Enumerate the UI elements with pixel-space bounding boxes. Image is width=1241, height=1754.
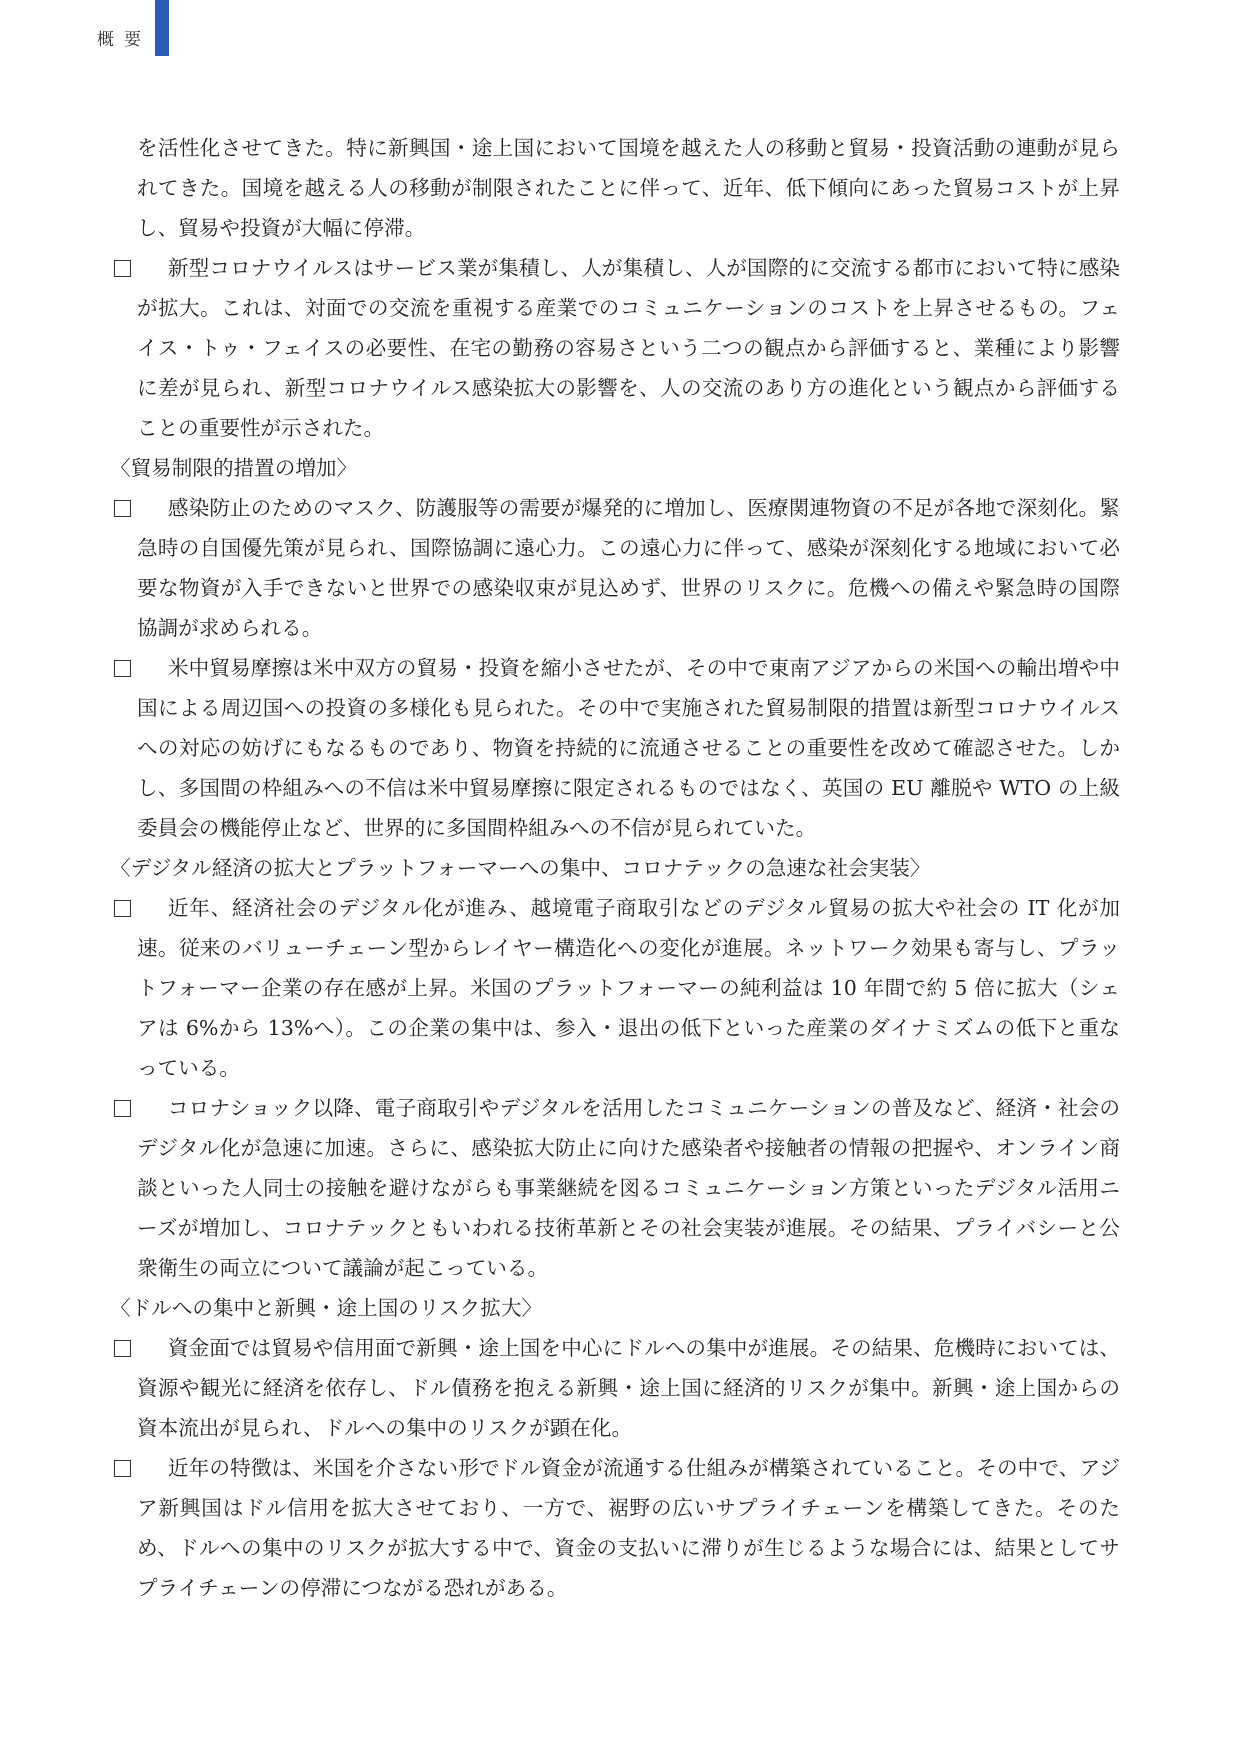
bullet-item-text: 近年の特徴は、米国を介さない形でドル資金が流通する仕組みが構築されていること。その中で、アジア新興国はドル信用を拡大させており、一方で、裾野の広いサプライチェーンを構築してきた。そのため、ドルへの集中のリスクが拡大する中で、資金の支払いに滞りが生じるような場合には、結果としてサプライチェーンの停滞につながる恐れがある。 bbox=[137, 1456, 1120, 1600]
section-header-label: 概要 bbox=[97, 30, 151, 50]
bullet-item-text: 米中貿易摩擦は米中双方の貿易・投資を縮小させたが、その中で東南アジアからの米国への輸出増や中国による周辺国への投資の多様化も見られた。その中で実施された貿易制限的措置は新型コロナウイルスへの対応の妨げにもなるものであり、物資を持続的に流通させることの重要性を改めて確認させた。しかし、多国間の枠組みへの不信は米中貿易摩擦に限定されるものではなく、英国の EU 離脱や WTO の上級委員会の機能停止など、世界的に多国間枠組みへの不信が見られていた。 bbox=[137, 656, 1120, 840]
checkbox-bullet-icon bbox=[114, 900, 131, 917]
bullet-item bbox=[110, 1448, 1120, 1608]
body-text bbox=[110, 128, 1120, 1608]
bullet-item-text: 新型コロナウイルスはサービス業が集積し、人が集積し、人が国際的に交流する都市において特に感染が拡大。これは、対面での交流を重視する産業でのコミュニケーションのコストを上昇させるもの。フェイス・トゥ・フェイスの必要性、在宅の勤務の容易さという二つの観点から評価すると、業種により影響に差が見られ、新型コロナウイルス感染拡大の影響を、人の交流のあり方の進化という観点から評価することの重要性が示された。 bbox=[137, 256, 1120, 440]
section-subheading: 〈ドルへの集中と新興・途上国のリスク拡大〉 bbox=[110, 1296, 543, 1320]
bullet-item-text: 資金面では貿易や信用面で新興・途上国を中心にドルへの集中が進展。その結果、危機時においては、資源や観光に経済を依存し、ドル債務を抱える新興・途上国に経済的リスクが集中。新興・途上国からの資本流出が見られ、ドルへの集中のリスクが顕在化。 bbox=[137, 1336, 1120, 1440]
checkbox-bullet-icon bbox=[114, 1340, 131, 1357]
bullet-item bbox=[110, 648, 1120, 848]
bullet-item-text: 近年、経済社会のデジタル化が進み、越境電子商取引などのデジタル貿易の拡大や社会の IT 化が加速。従来のバリューチェーン型からレイヤー構造化への変化が進展。ネットワーク効果も寄与し、プラットフォーマー企業の存在感が上昇。米国のプラットフォーマーの純利益は 10 年間で約 5 倍に拡大（シェアは 6%から 13%へ）。この企業の集中は、参入・退出の低下といった産業のダイナミズムの低下と重なっている。 bbox=[137, 896, 1120, 1080]
continued-paragraph: を活性化させてきた。特に新興国・途上国において国境を越えた人の移動と貿易・投資活動の連動が見られてきた。国境を越える人の移動が制限されたことに伴って、近年、低下傾向にあった貿易コストが上昇し、貿易や投資が大幅に停滞。 bbox=[137, 136, 1120, 240]
section-subheading: 〈貿易制限的措置の増加〉 bbox=[110, 456, 358, 480]
checkbox-bullet-icon bbox=[114, 1460, 131, 1477]
checkbox-bullet-icon bbox=[114, 1100, 131, 1117]
bullet-item bbox=[110, 1088, 1120, 1288]
bullet-item-text: コロナショック以降、電子商取引やデジタルを活用したコミュニケーションの普及など、経済・社会のデジタル化が急速に加速。さらに、感染拡大防止に向けた感染者や接触者の情報の把握や、オンライン商談といった人同士の接触を避けながらも事業継続を図るコミュニケーション方策といったデジタル活用ニーズが増加し、コロナテックともいわれる技術革新とその社会実装が進展。その結果、プライバシーと公衆衛生の両立について議論が起こっている。 bbox=[137, 1096, 1120, 1280]
bullet-item bbox=[110, 888, 1120, 1088]
bullet-item bbox=[110, 248, 1120, 448]
bullet-item-text: 感染防止のためのマスク、防護服等の需要が爆発的に増加し、医療関連物資の不足が各地で深刻化。緊急時の自国優先策が見られ、国際協調に遠心力。この遠心力に伴って、感染が深刻化する地域において必要な物資が入手できないと世界での感染収束が見込めず、世界のリスクに。危機への備えや緊急時の国際協調が求められる。 bbox=[137, 496, 1120, 640]
section-subheading: 〈デジタル経済の拡大とプラットフォーマーへの集中、コロナテックの急速な社会実装〉 bbox=[110, 856, 931, 880]
checkbox-bullet-icon bbox=[114, 260, 131, 277]
checkbox-bullet-icon bbox=[114, 500, 131, 517]
bullet-item bbox=[110, 1328, 1120, 1448]
checkbox-bullet-icon bbox=[114, 660, 131, 677]
bullet-item bbox=[110, 488, 1120, 648]
section-header-bar bbox=[155, 0, 169, 56]
